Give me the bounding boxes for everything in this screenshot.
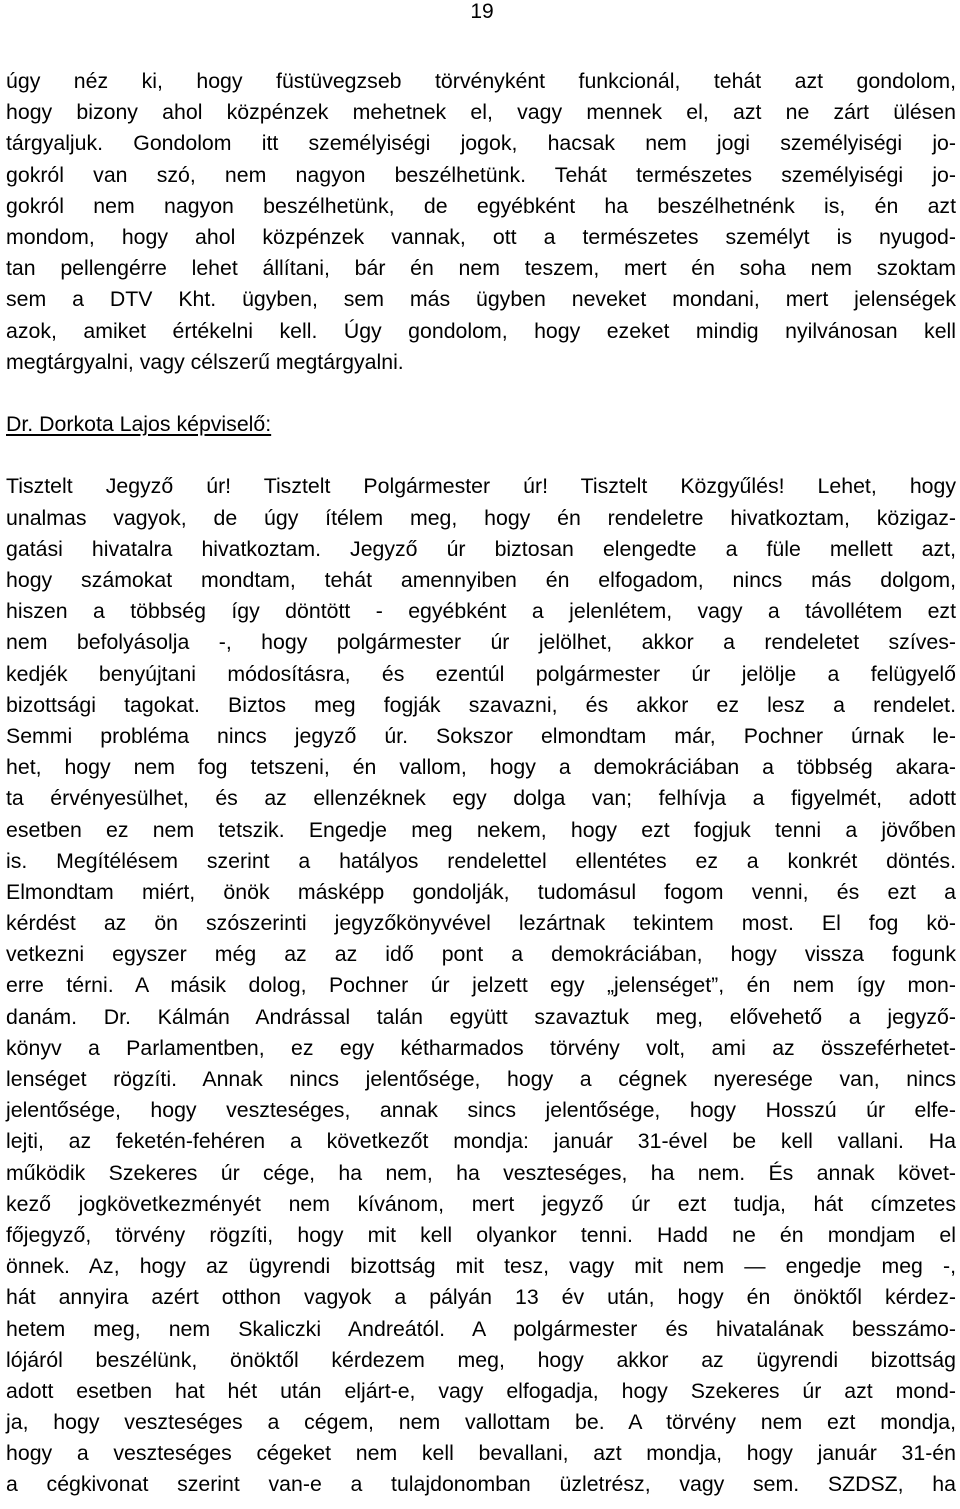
text-line: is. Megítélésem szerint a hatályos rendelettel ellentétes ez a konkrét döntés. (6, 848, 956, 873)
text-line: kérdést az ön szószerinti jegyzőkönyvével lezártnak tekintem most. El fog kö- (6, 911, 956, 936)
text-line: úgy néz ki, hogy füstüvegzseb törvényként funkcionál, tehát azt gondolom, (6, 69, 956, 93)
text-line: gokról van szó, nem nagyon beszélhetünk. Tehát természetes személyiségi jo- (6, 162, 956, 187)
speaker-heading: Dr. Dorkota Lajos képviselő: (6, 412, 272, 437)
text-line: nem befolyásolja -, hogy polgármester úr jelölhet, akkor a rendeletet szíves- (6, 630, 956, 655)
text-line: megtárgyalni, vagy célszerű megtárgyalni. (6, 349, 404, 374)
text-line: kedjék benyújtani módosításra, és ezentúl polgármester úr jelölje a felügyelő (6, 661, 956, 686)
text-line: Tisztelt Jegyző úr! Tisztelt Polgármester úr! Tisztelt Közgyűlés! Lehet, hogy (6, 474, 956, 499)
page-number: 19 (470, 0, 494, 23)
text-line: hiszen a többség így döntött - egyébként a jelenlétem, vagy a távollétem ezt (6, 599, 956, 624)
text-line: sem a DTV Kht. ügyben, sem más ügyben neveket mondani, mert jelenségek (6, 287, 956, 312)
text-line: ja, hogy veszteséges a cégem, nem vallottam be. A törvény nem ezt mondja, (6, 1410, 956, 1435)
text-line: unalmas vagyok, de úgy ítélem meg, hogy én rendeletre hivatkoztam, közigaz- (6, 505, 956, 530)
text-line: hetem meg, nem Skaliczki Andreától. A polgármester és hivatalának besszámo- (6, 1316, 956, 1341)
text-line: bizottsági tagokat. Biztos meg fogják szavazni, és akkor ez lesz a rendelet. (6, 692, 956, 717)
paragraph-1 (6, 66, 956, 378)
spacer (6, 378, 956, 409)
text-line: gokról nem nagyon beszélhetünk, de egyébként ha beszélhetnénk is, én azt (6, 193, 956, 218)
text-line: azok, amiket értékelni kell. Úgy gondolom, hogy ezeket mindig nyilvánosan kell (6, 318, 956, 343)
text-line: hát annyira azért otthon vagyok a pályán 13 év után, hogy én önöktől kérdez- (6, 1285, 956, 1310)
text-line: tárgyaljuk. Gondolom itt személyiségi jogok, hacsak nem jogi személyiségi jo- (6, 131, 956, 156)
text-line: hogy bizony ahol közpénzek mehetnek el, vagy mennek el, azt ne zárt ülésen (6, 100, 956, 125)
spacer (6, 440, 956, 471)
text-line: önnek. Az, hogy az ügyrendi bizottság mit tesz, vagy mit nem — engedje meg -, (6, 1254, 956, 1279)
text-line: tan pellengérre lehet állítani, bár én nem teszem, mert én soha nem szoktam (6, 256, 956, 281)
text-line: a cégkivonat szerint van-e a tulajdonomban üzletrész, vagy sem. SZDSZ, ha (6, 1472, 956, 1497)
text-line: hogy a veszteséges cégeket nem kell bevallani, azt mondja, hogy január 31-én (6, 1441, 956, 1466)
text-line: jelentősége, hogy veszteséges, annak sincs jelentősége, hogy Hosszú úr elfe- (6, 1098, 956, 1123)
text-line: erre térni. A másik dolog, Pochner úr jelzett egy „jelenséget”, én nem így mon- (6, 973, 956, 998)
text-line: hogy számokat mondtam, tehát amennyiben én elfogadom, nincs más dolgom, (6, 568, 956, 592)
text-line: Elmondtam miért, önök másképp gondolják, tudomásul fogom venni, és ezt a (6, 879, 956, 904)
text-line: működik Szekeres úr cége, ha nem, ha veszteséges, ha nem. És annak követ- (6, 1160, 956, 1185)
text-line: kező jogkövetkezményét nem kívánom, mert jegyző úr ezt tudja, hát címzetes (6, 1191, 956, 1216)
text-line: ta érvényesülhet, és az ellenzéknek egy dolga van; felhívja a figyelmét, adott (6, 786, 956, 811)
paragraph-2 (6, 471, 956, 1500)
text-line: adott esetben hat hét után eljárt-e, vagy elfogadja, hogy Szekeres úr azt mond- (6, 1378, 956, 1403)
text-line: danám. Dr. Kálmán Andrással talán együtt szavaztuk meg, elővehető a jegyző- (6, 1004, 956, 1029)
text-line: het, hogy nem fog tetszeni, én vallom, hogy a demokráciában a többség akara- (6, 755, 956, 780)
text-line: vetkezni egyszer még az az idő pont a demokráciában, hogy vissza fogunk (6, 942, 956, 967)
text-line: lójáról beszélünk, önöktől kérdezem meg, hogy akkor az ügyrendi bizottság (6, 1347, 956, 1372)
text-line: esetben ez nem tetszik. Engedje meg nekem, hogy ezt fogjuk tenni a jövőben (6, 817, 956, 842)
text-line: mondom, hogy ahol közpénzek vannak, ott a természetes személyt is nyugod- (6, 224, 956, 249)
text-line: lenséget rögzíti. Annak nincs jelentősége, hogy a cégnek nyeresége van, nincs (6, 1067, 956, 1091)
document-body (6, 66, 956, 1501)
text-line: lejti, az feketén-fehéren a következőt mondja: január 31-ével be kell vallani. Ha (6, 1129, 956, 1154)
text-line: főjegyző, törvény rögzíti, hogy mit kell olyankor tenni. Hadd ne én mondjam el (6, 1222, 956, 1247)
text-line: Semmi probléma nincs jegyző úr. Sokszor elmondtam már, Pochner úrnak le- (6, 723, 956, 748)
text-line: gatási hivatalra hivatkoztam. Jegyző úr biztosan elengedte a füle mellett azt, (6, 536, 956, 561)
text-line: könyv a Parlamentben, ez egy kétharmados törvény volt, ami az összeférhetet- (6, 1035, 956, 1060)
